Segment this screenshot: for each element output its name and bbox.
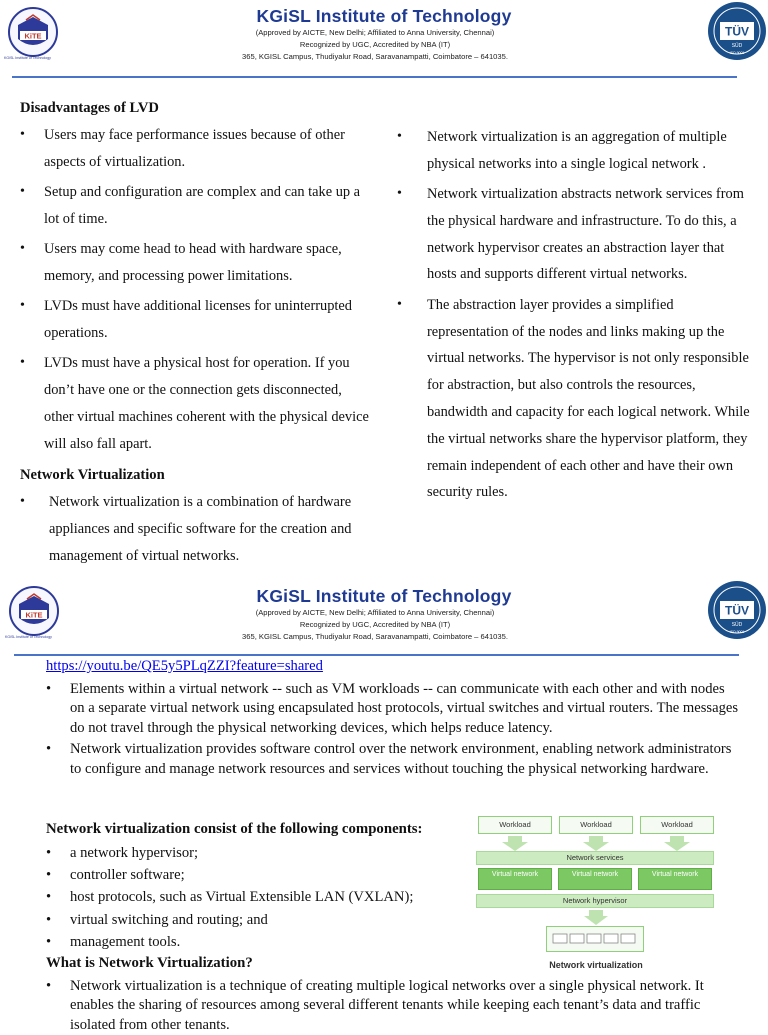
list-item: • Network virtualization provides software control over the network environment, enabling network administrators to configure and manage network resources and services without touching the physical networking hardware. — [46, 740, 740, 779]
kite-logo-text: KiTE — [25, 610, 43, 620]
what-heading: What is Network Virtualization? — [46, 955, 253, 971]
approval-line: (Approved by AICTE, New Delhi; Affiliated to Anna University, Chennai) — [255, 28, 495, 37]
header-divider — [14, 654, 739, 656]
slide1-header — [0, 0, 768, 76]
what-list — [46, 977, 740, 1035]
intro-list — [46, 680, 740, 779]
tuv-logo — [707, 580, 767, 640]
physical-hardware-box — [546, 926, 644, 952]
workload-box: Workload — [478, 816, 552, 834]
recognition-line: Recognized by UGC, Accredited by NBA (IT) — [299, 620, 451, 629]
components-heading: Network virtualization consist of the following components: — [46, 821, 423, 837]
workload-box: Workload — [640, 816, 714, 834]
list-item: • Elements within a virtual network -- such as VM workloads -- can communicate with each other and with nodes on a separate virtual network using encapsulated host protocols, virtual switches and virtual routers. The messages do not travel through the physical networking devices, which helps reduce latency. — [46, 680, 740, 738]
slide2-header — [0, 580, 768, 656]
components-list — [46, 842, 466, 953]
tuv-logo-sub: SÜD — [731, 43, 743, 49]
workload-arrows — [476, 834, 714, 852]
list-item: • a network hypervisor; — [46, 842, 466, 864]
list-item: • Network virtualization is a combination of hardware appliances and specific software for the creation and management of virtual networks. — [20, 489, 370, 569]
address-line: 365, KGISL Campus, Thudiyalur Road, Saravanampatti, Coimbatore – 641035. — [242, 51, 508, 61]
approval-line: (Approved by AICTE, New Delhi; Affiliated to Anna University, Chennai) — [255, 608, 495, 617]
list-item: • Network virtualization abstracts network services from the physical hardware and infrastructure. To do this, a network hypervisor creates an abstraction layer that hosts and supports different virtual networks. — [397, 181, 753, 288]
tuv-logo-text: TÜV — [725, 24, 749, 39]
kite-logo-caption: KGiSL Institute of Technology — [4, 56, 51, 60]
nv-list — [20, 489, 370, 573]
right-column-list — [397, 124, 753, 510]
list-item: • Users may face performance issues because of other aspects of virtualization. — [20, 122, 370, 176]
lvd-list — [20, 122, 370, 461]
tuv-logo — [707, 1, 767, 61]
tuv-logo-text: TÜV — [725, 603, 749, 618]
institute-name: KGiSL Institute of Technology — [256, 586, 512, 606]
virtual-network-box: Virtual network — [478, 868, 552, 890]
list-item: • virtual switching and routing; and — [46, 909, 466, 931]
recognition-line: Recognized by UGC, Accredited by NBA (IT) — [299, 40, 451, 49]
network-hypervisor-bar: Network hypervisor — [476, 894, 714, 908]
header-divider — [12, 76, 737, 78]
list-item: • Setup and configuration are complex and can take up a lot of time. — [20, 179, 370, 233]
workload-box: Workload — [559, 816, 633, 834]
address-line: 365, KGISL Campus, Thudiyalur Road, Saravanampatti, Coimbatore – 641035. — [242, 631, 508, 641]
tuv-logo-sub: SÜD — [731, 622, 743, 628]
virtual-network-box: Virtual network — [638, 868, 712, 890]
tuv-logo-iso: ISO 9001 — [729, 630, 745, 634]
list-item: • LVDs must have a physical host for operation. If you don’t have one or the connection gets disconnected, other virtual machines coherent with the physical device will also fall apart. — [20, 350, 370, 457]
list-item: • Users may come head to head with hardware space, memory, and processing power limitations. — [20, 236, 370, 290]
institute-name: KGiSL Institute of Technology — [256, 6, 512, 26]
diagram-caption: Network virtualization — [549, 960, 643, 970]
list-item: • Network virtualization is an aggregation of multiple physical networks into a single logical network . — [397, 124, 753, 178]
virtual-network-box: Virtual network — [558, 868, 632, 890]
tuv-logo-iso: ISO 9001 — [729, 51, 745, 55]
kite-logo-text: KiTE — [24, 31, 42, 41]
list-item: • management tools. — [46, 931, 466, 953]
list-item: • LVDs must have additional licenses for uninterrupted operations. — [20, 293, 370, 347]
list-item: • controller software; — [46, 864, 466, 886]
list-item: • host protocols, such as Virtual Extensible LAN (VXLAN); — [46, 886, 466, 908]
kite-logo-caption: KGiSL Institute of Technology — [5, 635, 52, 639]
list-item: • Network virtualization is a technique of creating multiple logical networks over a single physical network. It enables the sharing of resources among several different tenants while keeping each tenant’s data and traffic isolated from other tenants. — [46, 977, 740, 1035]
lvd-heading: Disadvantages of LVD — [20, 100, 159, 116]
list-item: • The abstraction layer provides a simplified representation of the nodes and links making up the virtual networks. The hypervisor is not only responsible for abstraction, but also controls the resources, bandwidth and capacity for each logical network. While the virtual networks share the hypervisor platform, they remain independent of each other and have their own security rules. — [397, 292, 753, 506]
video-link[interactable]: https://youtu.be/QE5y5PLqZZI?feature=shared — [46, 658, 323, 674]
hypervisor-arrow — [584, 908, 608, 926]
network-services-bar: Network services — [476, 851, 714, 865]
nv-heading: Network Virtualization — [20, 467, 165, 483]
network-virtualization-diagram — [476, 814, 714, 974]
